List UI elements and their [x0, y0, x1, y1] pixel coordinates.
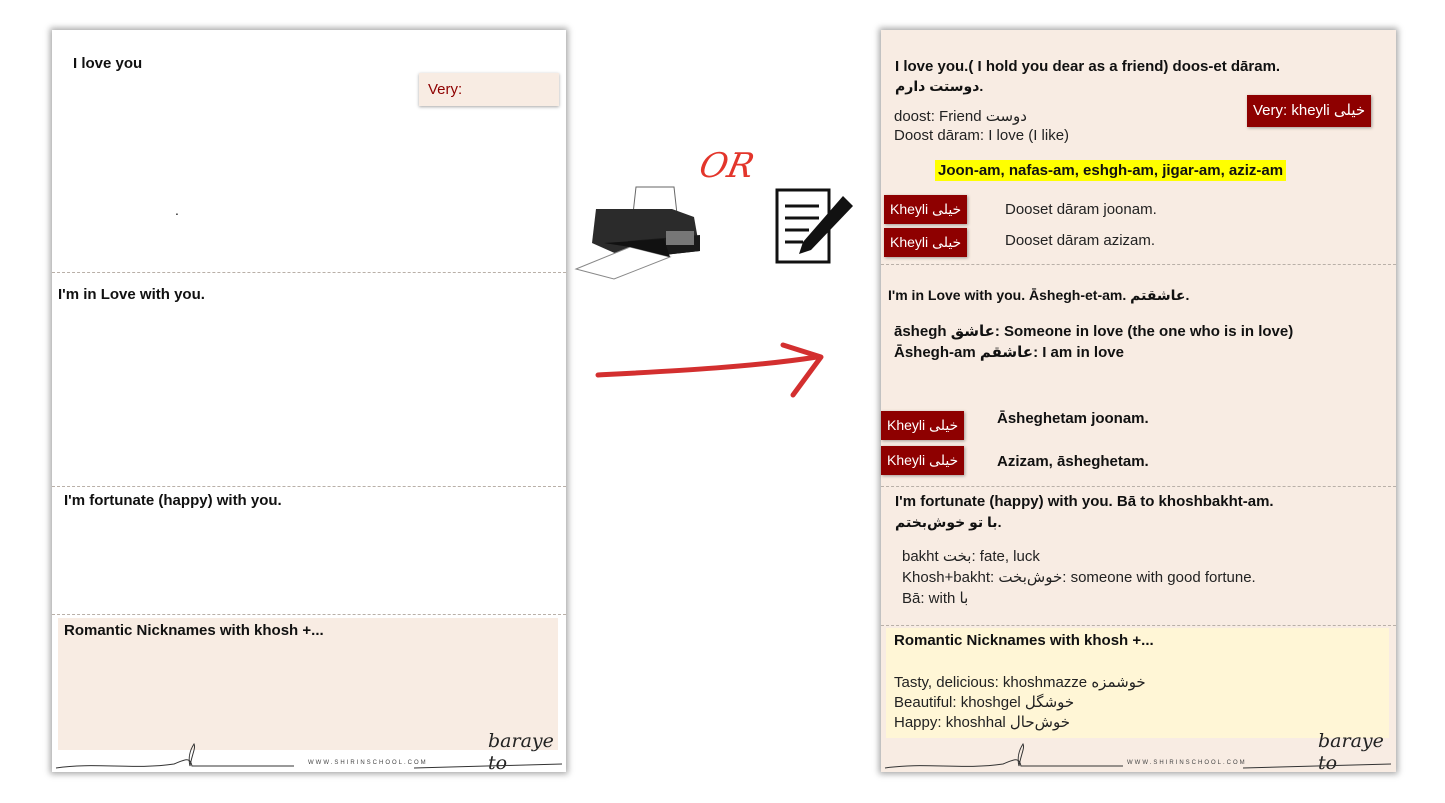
left-divider-1 — [52, 272, 566, 273]
left-section2-title: I'm in Love with you. — [58, 286, 205, 303]
completed-worksheet-page — [881, 30, 1396, 772]
right-section3-title-line1: I'm fortunate (happy) with you. Bā to khoshbakht-am. — [895, 493, 1274, 510]
right-divider-2 — [881, 486, 1396, 487]
left-section3-title: I'm fortunate (happy) with you. — [64, 492, 282, 509]
printer-icon — [574, 183, 706, 281]
right-section4-line3: Happy: khoshhal خوش‌حال — [894, 714, 1070, 731]
right-divider-3 — [881, 625, 1396, 626]
left-signature: baraye to — [488, 730, 554, 774]
right-section1-line2: Doost dāram: I love (I like) — [894, 127, 1070, 144]
very-kheyli-badge: Very: kheyli خیلی — [1247, 95, 1371, 127]
right-section3-line1: bakht بخت: fate, luck — [902, 548, 1040, 565]
left-footer-url: WWW.SHIRINSCHOOL.COM — [308, 760, 428, 766]
kheyli-badge-1: Kheyli خیلی — [884, 195, 967, 224]
left-section1-title: I love you — [73, 55, 143, 72]
left-dot: . — [175, 202, 179, 218]
right-section1-line1: doost: Friend دوست — [894, 108, 1027, 125]
arrow-icon — [593, 335, 829, 405]
right-section4-line1: Tasty, delicious: khoshmazze خوشمزه — [894, 674, 1146, 691]
kheyli-badge-4: Kheyli خیلی — [881, 446, 964, 475]
or-label: OR — [695, 146, 758, 186]
right-section2-title: I'm in Love with you. Āshegh-et-am. عاشقتم. — [888, 287, 1190, 303]
right-footer-url: WWW.SHIRINSCHOOL.COM — [1127, 760, 1247, 766]
right-section1-title-line1: I love you.( I hold you dear as a friend) doos-et dāram. — [895, 58, 1281, 75]
right-divider-1 — [881, 264, 1396, 265]
right-example-1: Dooset dāram joonam. — [1005, 201, 1157, 218]
left-section4-title: Romantic Nicknames with khosh +... — [64, 622, 324, 639]
right-section4-line2: Beautiful: khoshgel خوشگل — [894, 694, 1075, 711]
right-section4-title: Romantic Nicknames with khosh +... — [894, 632, 1154, 649]
nicknames-highlight: Joon-am, nafas-am, eshgh-am, jigar-am, aziz-am — [935, 160, 1286, 181]
right-example-4: Azizam, āsheghetam. — [997, 453, 1149, 470]
right-section3-line2: Khosh+bakht: خوش‌بخت: someone with good fortune. — [902, 569, 1256, 586]
right-section3-line3: Bā: with با — [902, 590, 969, 607]
left-divider-3 — [52, 614, 566, 615]
right-section2-line1: āshegh عاشق: Someone in love (the one who is in love) — [894, 323, 1294, 340]
right-example-2: Dooset dāram azizam. — [1005, 232, 1156, 249]
right-signature: baraye to — [1318, 730, 1384, 774]
left-divider-2 — [52, 486, 566, 487]
kheyli-badge-3: Kheyli خیلی — [881, 411, 964, 440]
right-section2-line2: Āshegh-am عاشقم: I am in love — [894, 344, 1124, 361]
left-very-label: Very: — [419, 73, 559, 106]
right-section3-title-line2: با تو خوش‌بختم. — [895, 514, 1002, 530]
kheyli-badge-2: Kheyli خیلی — [884, 228, 967, 257]
notepad-pen-icon — [773, 186, 857, 266]
right-section1-title-line2: دوستت دارم. — [895, 78, 984, 94]
right-example-3: Āsheghetam joonam. — [997, 410, 1149, 427]
blank-worksheet-page — [52, 30, 566, 772]
